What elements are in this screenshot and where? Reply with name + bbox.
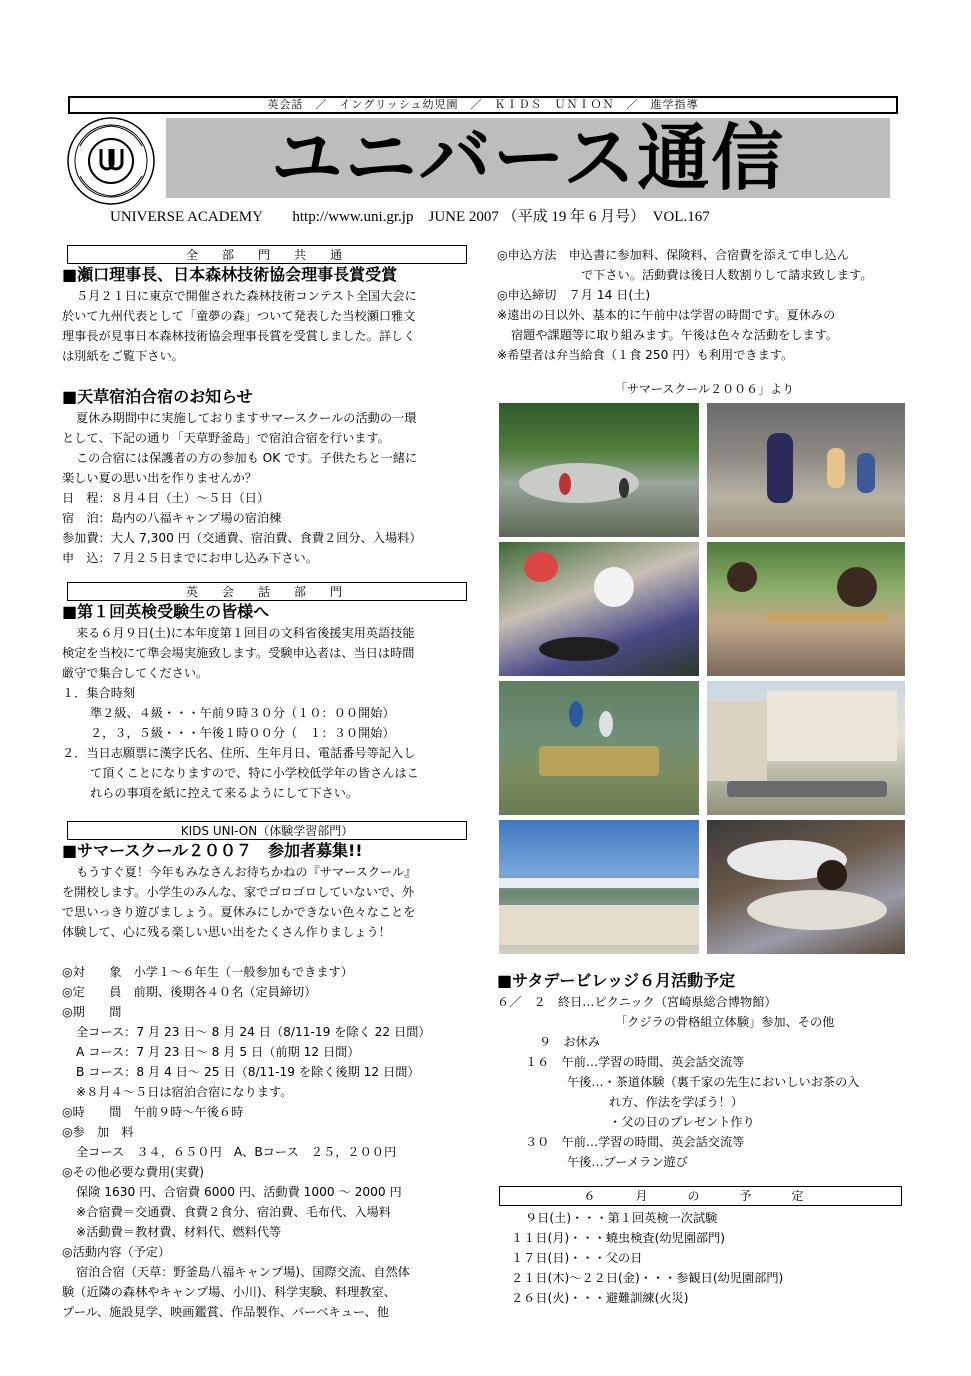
schedule-line: ３０ 午前…学習の時間、英会話交流等	[525, 1135, 745, 1149]
content-label: ◎活動内容（予定）	[62, 1245, 171, 1259]
award-text: ５月２１日に東京で開催された森林技術コンテスト全国大会に	[76, 289, 417, 303]
fee-line: 全コース ３４，６５０円 A、Bコース ２５，２００円	[76, 1145, 397, 1159]
headline-saturday-village: ■サタデービレッジ６月活動予定	[497, 971, 736, 990]
top-category-bar: 英会話 ／ イングリッシュ幼児園 ／ ＫＩＤＳ ＵＮＩＯＮ ／ 進学指導	[68, 96, 898, 114]
content-line: 験（近隣の森林やキャンプ場、小川)、科学実験、料理教室、	[62, 1285, 396, 1299]
award-text: は別紙をご覧下さい。	[62, 349, 184, 363]
photo-school-building	[707, 681, 905, 815]
eiken-text: 厳守で集合してください。	[62, 666, 209, 680]
photo-market	[707, 403, 905, 537]
note-line: ※遠出の日以外、基本的に午前中は学習の時間です。夏休みの	[497, 308, 836, 322]
schedule-line: 「クジラの骨格組立体験」参加、その他	[615, 1015, 835, 1029]
june-schedule	[497, 1208, 912, 1308]
photo-river	[499, 403, 699, 537]
camp-detail: 参加費：大人 7,300 円（交通費、宿泊費、食費２回分、入場料）	[62, 531, 422, 545]
photo-raft	[499, 681, 699, 815]
june-line: ９日(土)・・・第１回英検一次試験	[525, 1211, 718, 1225]
section-box-all-departments: 全 部 門 共 通	[67, 245, 467, 264]
other-cost-label: ◎その他必要な費用(実費)	[62, 1165, 205, 1179]
other-cost-line: ※活動費＝教材費、材料代、燃料代等	[76, 1225, 282, 1239]
eiken-text: 来る６月９日(土)に本年度第１回目の文科省後援実用英語技能	[76, 626, 415, 640]
period-line: A コース：7 月 23 日～ 8 月 5 日（前期 12 日間）	[76, 1045, 360, 1059]
content-line: プール、施設見学、映画鑑賞、作品製作、バーベキュー、他	[62, 1305, 389, 1319]
summer-detail: ◎定 員 前期、後期各４０名（定員締切）	[62, 985, 317, 999]
academy-seal-logo	[66, 116, 156, 206]
summer-detail: ◎対 象 小学１～６年生（一般参加もできます）	[62, 965, 353, 979]
period-line: B コース：8 月 4 日～ 25 日（8/11-19 を除く後期 12 日間）	[76, 1065, 420, 1079]
photo-grid	[499, 403, 912, 954]
other-cost-line: ※合宿費＝交通費、食費２食分、宿泊費、毛布代、入場料	[76, 1205, 391, 1219]
june-line: ２１日(木)～２２日(金)・・・参観日(幼児園部門)	[511, 1271, 784, 1285]
apply-method: で下さい。活動費は後日人数割りして請求致します。	[581, 268, 873, 282]
eiken-time: ２，３，５級・・・午後１時００分（ １：３０開始）	[90, 726, 395, 740]
time-line: ◎時 間 午前９時～午後６時	[62, 1105, 244, 1119]
apply-deadline: ◎申込締切 ７月 14 日(土)	[497, 288, 651, 302]
note-line: ※希望者は弁当給食（１食 250 円）も利用できます。	[497, 348, 794, 362]
camp-text: 夏休み期間中に実施しておりますサマースクールの活動の一環	[76, 411, 417, 425]
headline-eiken: ■第１回英検受験生の皆様へ	[62, 602, 270, 621]
award-text: 於いて九州代表として「童夢の森」ついて発表した当校瀬口雅文	[62, 309, 416, 323]
camp-text: として、下記の通り「天草野釜島」で宿泊合宿を行います。	[62, 431, 390, 445]
june-line: １７日(日)・・・父の日	[511, 1251, 643, 1265]
photo-beach	[499, 820, 699, 954]
period-line: ※８月４～５日は宿泊合宿になります。	[76, 1085, 293, 1099]
eiken-text: 検定を当校にて準会場実施致します。受験申込者は、当日は時間	[62, 646, 415, 660]
headline-camp-notice: ■天草宿泊合宿のお知らせ	[62, 387, 253, 406]
content-line: 宿泊合宿（天草：野釜島八福キャンプ場)、国際交流、自然体	[76, 1265, 410, 1279]
apply-method: ◎申込方法 申込書に参加料、保険料、合宿費を添えて申し込ん	[497, 248, 849, 262]
eiken-item: て頂くことになりますので、特に小学校低学年の皆さんはこ	[90, 766, 419, 780]
award-text: 理事長が見事日本森林技術協会理事長賞を受賞しました。詳しく	[62, 329, 416, 343]
eiken-item: れらの事項を紙に控えて来るようにして下さい。	[90, 786, 359, 800]
summer-text: もうすぐ夏！今年もみなさんお待ちかねの『サマースクール』	[76, 865, 417, 879]
period-line: 全コース：7 月 23 日～ 8 月 24 日（8/11-19 を除く 22 日間）	[76, 1025, 431, 1039]
note-line: 宿題や課題等に取り組みます。午後は色々な活動をします。	[511, 328, 839, 342]
camp-detail: 日 程：８月４日（土）～５日（日）	[62, 491, 270, 505]
saturday-schedule	[497, 992, 912, 1172]
photo-noodle-slide	[707, 542, 905, 676]
other-cost-line: 保険 1630 円、合宿費 6000 円、活動費 1000 ～ 2000 円	[76, 1185, 402, 1199]
june-line: １１日(月)・・・蟯虫検査(幼児園部門)	[511, 1231, 726, 1245]
eiken-item: １．集合時刻	[62, 686, 136, 700]
camp-detail: 申 込：７月２５日までにお申し込み下さい。	[62, 551, 318, 565]
summer-text: で思いっきり遊びましょう。夏休みにしかできない色々なことを	[62, 905, 416, 919]
section-box-june-schedule: ６ 月 の 予 定	[499, 1186, 902, 1206]
schedule-line: ６／ ２ 終日…ピクニック（宮崎県総合博物館）	[497, 995, 777, 1009]
photo-caption: 「サマースクール２００６」より	[614, 382, 795, 396]
section-box-english: 英 会 話 部 門	[67, 582, 467, 601]
eiken-item: ２．当日志願票に漢字氏名、住所、生年月日、電話番号等記入し	[62, 746, 416, 760]
headline-award: ■瀬口理事長、日本森林技術協会理事長賞受賞	[62, 265, 398, 284]
right-column	[497, 245, 912, 1308]
summer-text: 体験して、心に残る楽しい思い出をたくさん作りましょう！	[62, 925, 391, 939]
schedule-line: 午後…・茶道体験（裏千家の先生においしいお茶の入	[567, 1075, 860, 1089]
june-line: ２６日(火)・・・避難訓練(火災)	[511, 1291, 689, 1305]
schedule-line: ９ お休み	[539, 1035, 600, 1049]
camp-detail: 宿 泊：島内の八福キャンプ場の宿泊棟	[62, 511, 282, 525]
headline-summer-school: ■サマースクール２００７ 参加者募集!!	[62, 841, 363, 860]
schedule-line: れ方、作法を学ぼう！）	[609, 1095, 744, 1109]
masthead-line: UNIVERSE ACADEMY http://www.uni.gr.jp JUNE 2007 （平成 19 年 6 月号） VOL.167	[110, 209, 710, 225]
summer-text: を開校します。小学生のみんな、家でゴロゴロしていないで、外	[62, 885, 415, 899]
section-box-kids-union: KIDS UNI-ON（体験学習部門）	[67, 821, 467, 840]
photo-cooking	[499, 542, 699, 676]
fee-label: ◎参 加 料	[62, 1125, 134, 1139]
photo-sleeping-kids	[707, 820, 905, 954]
schedule-line: １６ 午前…学習の時間、英会話交流等	[525, 1055, 745, 1069]
left-column	[62, 245, 477, 1322]
camp-text: 楽しい夏の思い出を作りませんか？	[62, 471, 257, 485]
camp-text: この合宿には保護者の方の参加も OK です。子供たちと一緒に	[76, 451, 418, 465]
schedule-line: 午後…ブーメラン遊び	[567, 1155, 688, 1169]
schedule-line: ・父の日のプレゼント作り	[609, 1115, 755, 1129]
eiken-time: 準２級、４級・・・午前９時３０分（１０：００開始）	[90, 706, 395, 720]
newsletter-title: ユニバース通信	[270, 116, 786, 200]
summer-detail: ◎期 間	[62, 1005, 122, 1019]
